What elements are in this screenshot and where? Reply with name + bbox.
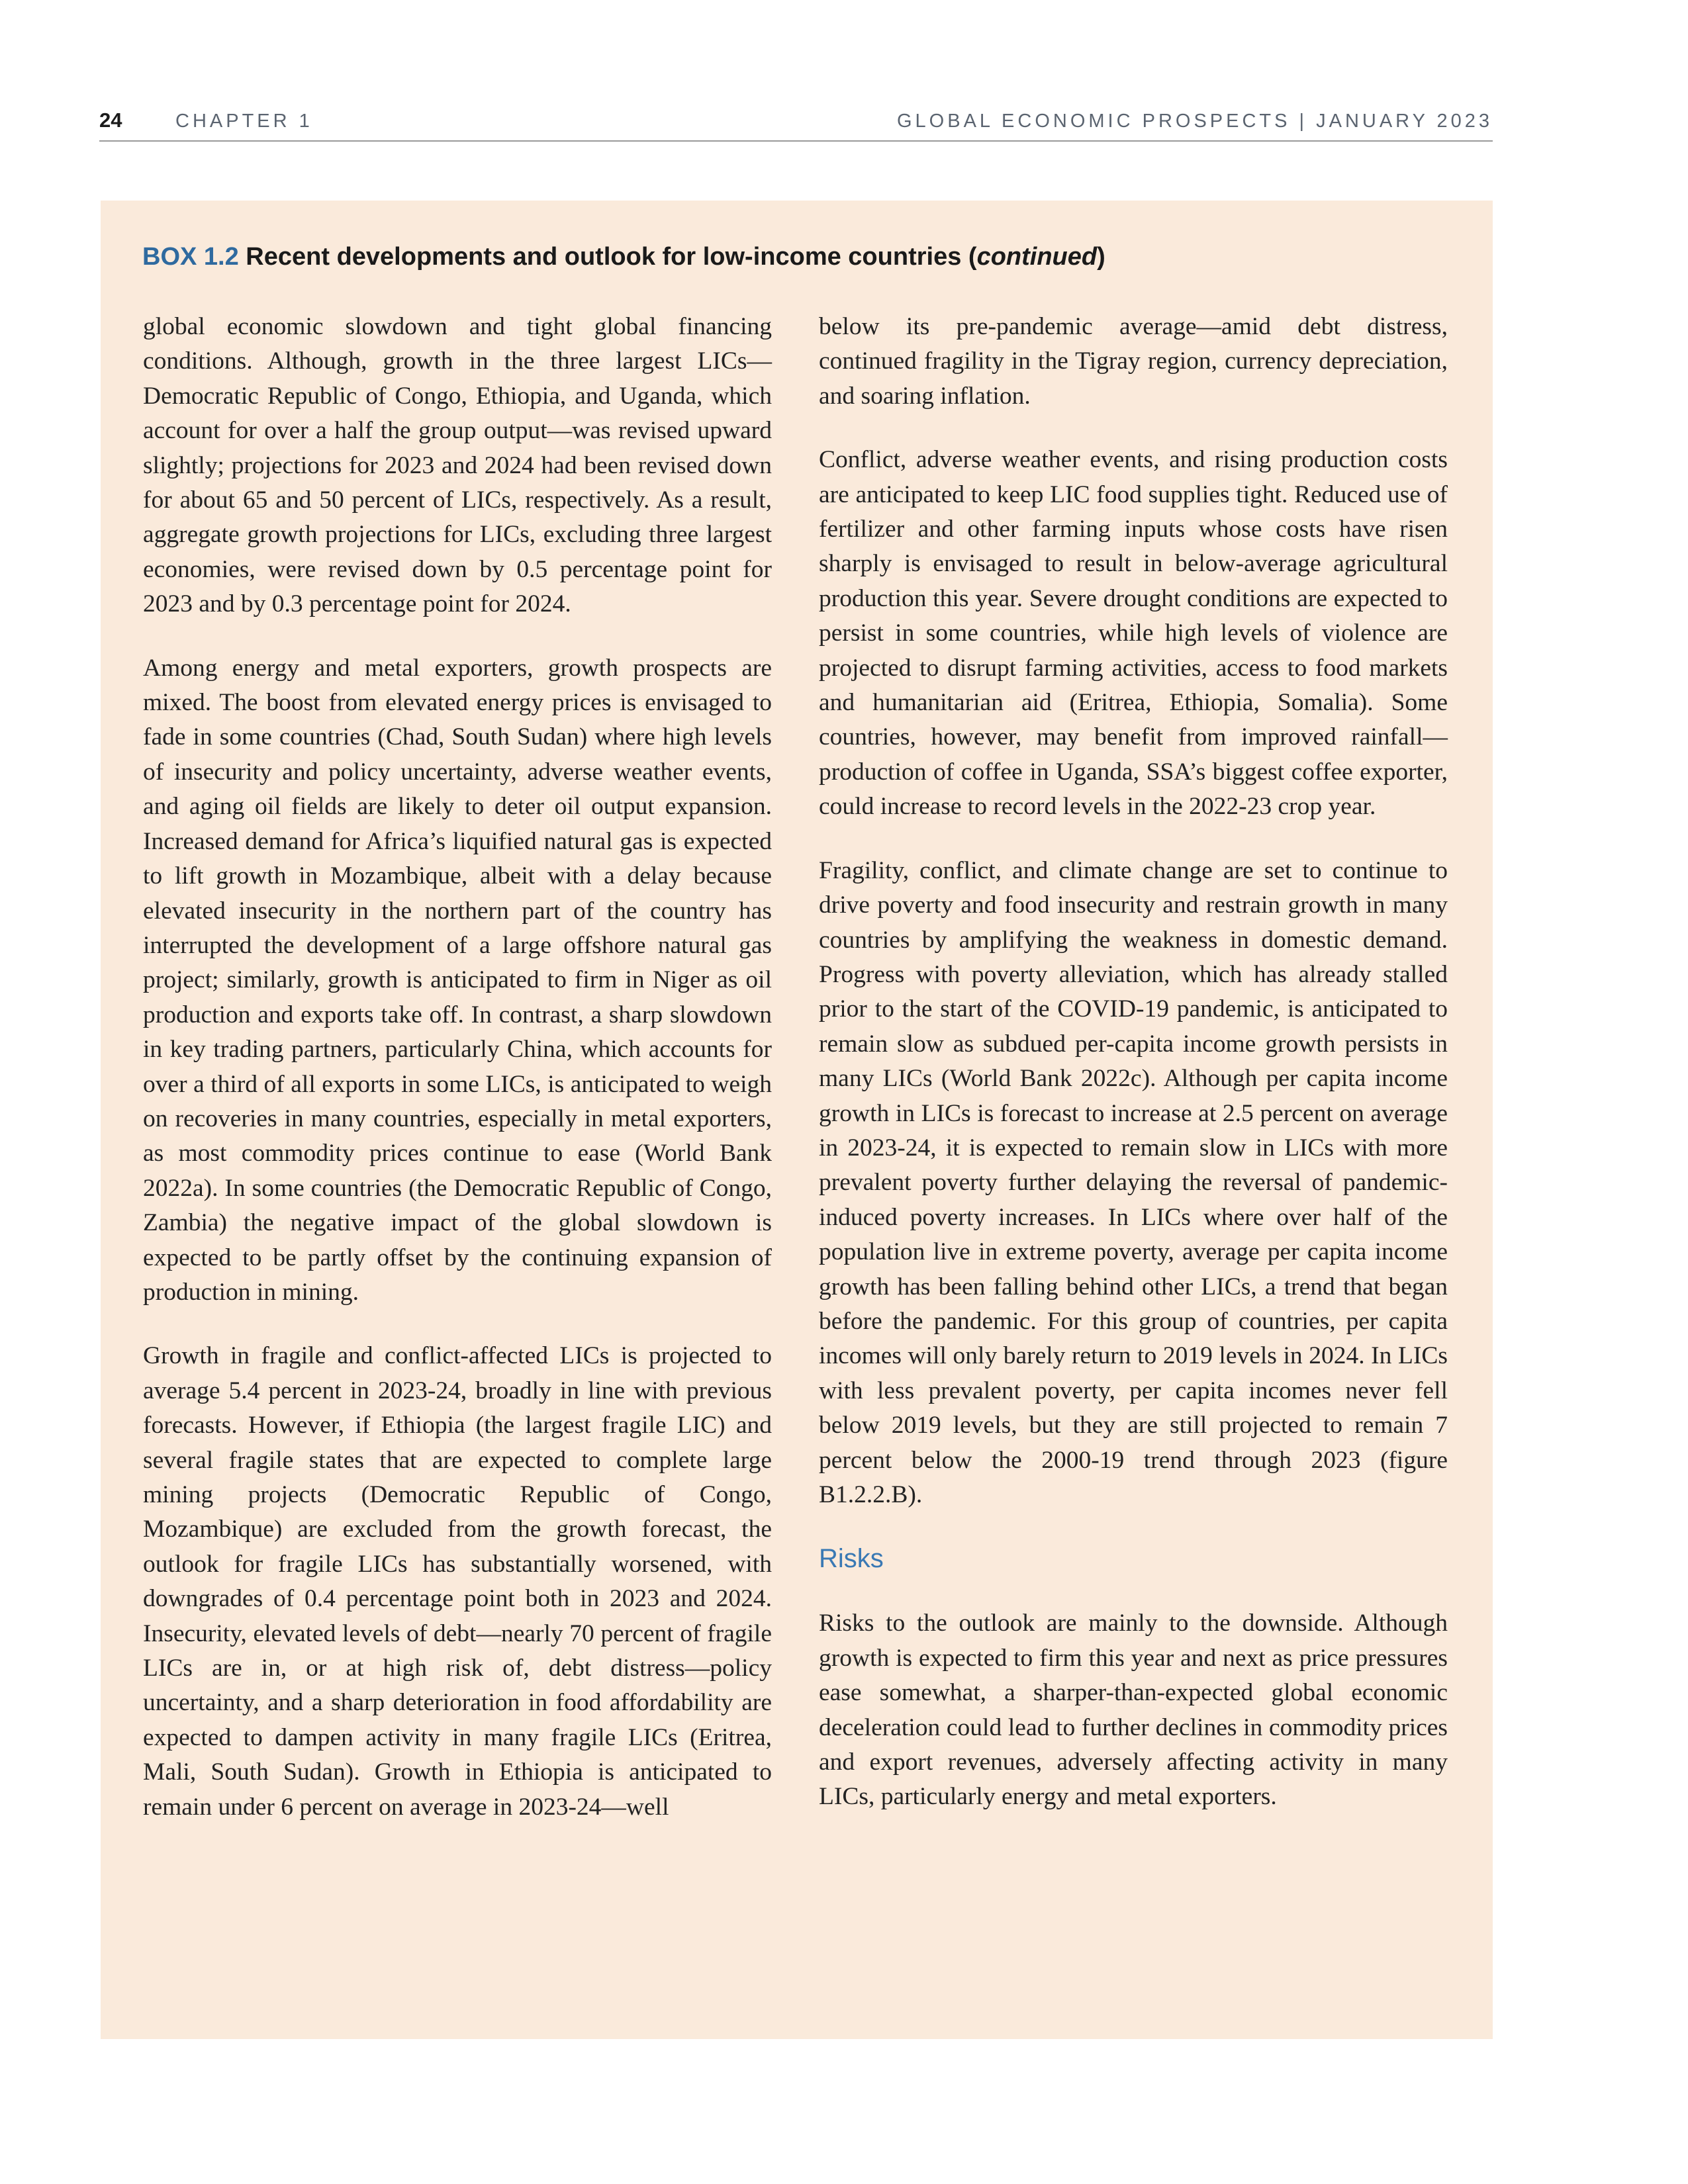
paragraph: Among energy and metal exporters, growth prospects are mixed. The boost from elevated energy prices is envisaged to fade in some countries (Chad, South Sudan) where high levels of insecurity and policy uncertainty, adverse weather events, and aging oil fields are likely to deter oil output expansion. Increased demand for Africa’s liquified natural gas is expected to lift growth in Mozambique, albeit with a delay because elevated insecurity in the northern part of the country has interrupted the development of a large offshore natural gas project; similarly, growth is anticipated to firm in Niger as oil production and exports take off. In contrast, a sharp slowdown in key trading partners, particularly China, which accounts for over a third of all exports in some LICs, is anticipated to weigh on recoveries in many countries, especially in metal exporters, as most commodity prices continue to ease (World Bank 2022a). In some countries (the Democratic Republic of Congo, Zambia) the negative impact of the global slowdown is expected to be partly offset by the continuing expansion of production in mining. xyxy=(143,654,772,1306)
box-title: BOX 1.2 Recent developments and outlook for low-income countries (continued) xyxy=(142,243,1105,271)
chapter-label: CHAPTER 1 xyxy=(175,111,313,132)
right-column xyxy=(819,310,1448,1844)
box-panel xyxy=(101,201,1493,2039)
paragraph: global economic slowdown and tight global financing conditions. Although, growth in the three largest LICs—Democratic Republic of Congo, Ethiopia, and Uganda, which account for over a half the group output—was revised upward slightly; projections for 2023 and 2024 had been revised down for about 65 and 50 percent of LICs, respectively. As a result, aggregate growth projections for LICs, excluding three largest economies, were revised down by 0.5 percentage point for 2023 and by 0.3 percentage point for 2024. xyxy=(143,313,772,618)
risks-heading: Risks xyxy=(819,1544,884,1574)
paragraph: Growth in fragile and conflict-affected LICs is projected to average 5.4 percent in 2023-24, broadly in line with previous forecasts. However, if Ethiopia (the largest fragile LIC) and several fragile states that are expected to complete large mining projects (Democratic Republic of Congo, Mozambique) are excluded from the growth forecast, the outlook for fragile LICs has substantially worsened, with downgrades of 0.4 percentage point both in 2023 and 2024. Insecurity, elevated levels of debt—nearly 70 percent of fragile LICs are in, or at high risk of, debt distress—policy uncertainty, and a sharp deterioration in food affordability are expected to dampen activity in many fragile LICs (Eritrea, Mali, South Sudan). Growth in Ethiopia is anticipated to remain under 6 percent on average in 2023-24—well xyxy=(143,1342,772,1821)
page-number: 24 xyxy=(99,109,122,132)
paragraph: below its pre-pandemic average—amid debt distress, continued fragility in the Tigray region, currency depreciation, and soaring inflation. xyxy=(819,313,1448,410)
box-label: BOX 1.2 xyxy=(142,243,239,271)
paragraph: Fragility, conflict, and climate change are set to continue to drive poverty and food insecurity and restrain growth in many countries by amplifying the weakness in domestic demand. Progress with poverty alleviation, which has already stalled prior to the start of the COVID-19 pandemic, is anticipated to remain slow as subdued per-capita income growth persists in many LICs (World Bank 2022c). Although per capita income growth in LICs is forecast to increase at 2.5 percent on average in 2023-24, it is expected to remain slow in LICs with more prevalent poverty further delaying the reversal of pandemic-induced poverty increases. In LICs where over half of the population live in extreme poverty, average per capita income growth has been falling behind other LICs, a trend that began before the pandemic. For this group of countries, per capita incomes will only barely return to 2019 levels in 2024. In LICs with less prevalent poverty, per capita incomes never fell below 2019 levels, but they are still projected to remain 7 percent below the 2000-19 trend through 2023 (figure B1.2.2.B). xyxy=(819,856,1448,1508)
risks-paragraph: Risks to the outlook are mainly to the downside. Although growth is expected to firm this year and next as price pressures ease somewhat, a sharper-than-expected global economic deceleration could lead to further declines in commodity prices and export revenues, adversely affecting activity in many LICs, particularly energy and metal exporters. xyxy=(819,1610,1448,1811)
publication-title: GLOBAL ECONOMIC PROSPECTS | JANUARY 2023 xyxy=(897,111,1493,132)
box-title-text: Recent developments and outlook for low-income countries xyxy=(246,243,962,271)
continued-label: continued xyxy=(976,243,1098,271)
left-column xyxy=(143,310,772,1854)
paragraph: Conflict, adverse weather events, and rising production costs are anticipated to keep LIC food supplies tight. Reduced use of fertilizer and other farming inputs whose costs have risen sharply is envisaged to result in below-average agricultural production this year. Severe drought conditions are expected to persist in some countries, while high levels of violence are projected to disrupt farming activities, access to food markets and humanitarian aid (Eritrea, Ethiopia, Somalia). Some countries, however, may benefit from improved rainfall—production of coffee in Uganda, SSA’s biggest coffee exporter, could increase to record levels in the 2022-23 crop year. xyxy=(819,446,1448,821)
page-header xyxy=(99,107,1493,142)
